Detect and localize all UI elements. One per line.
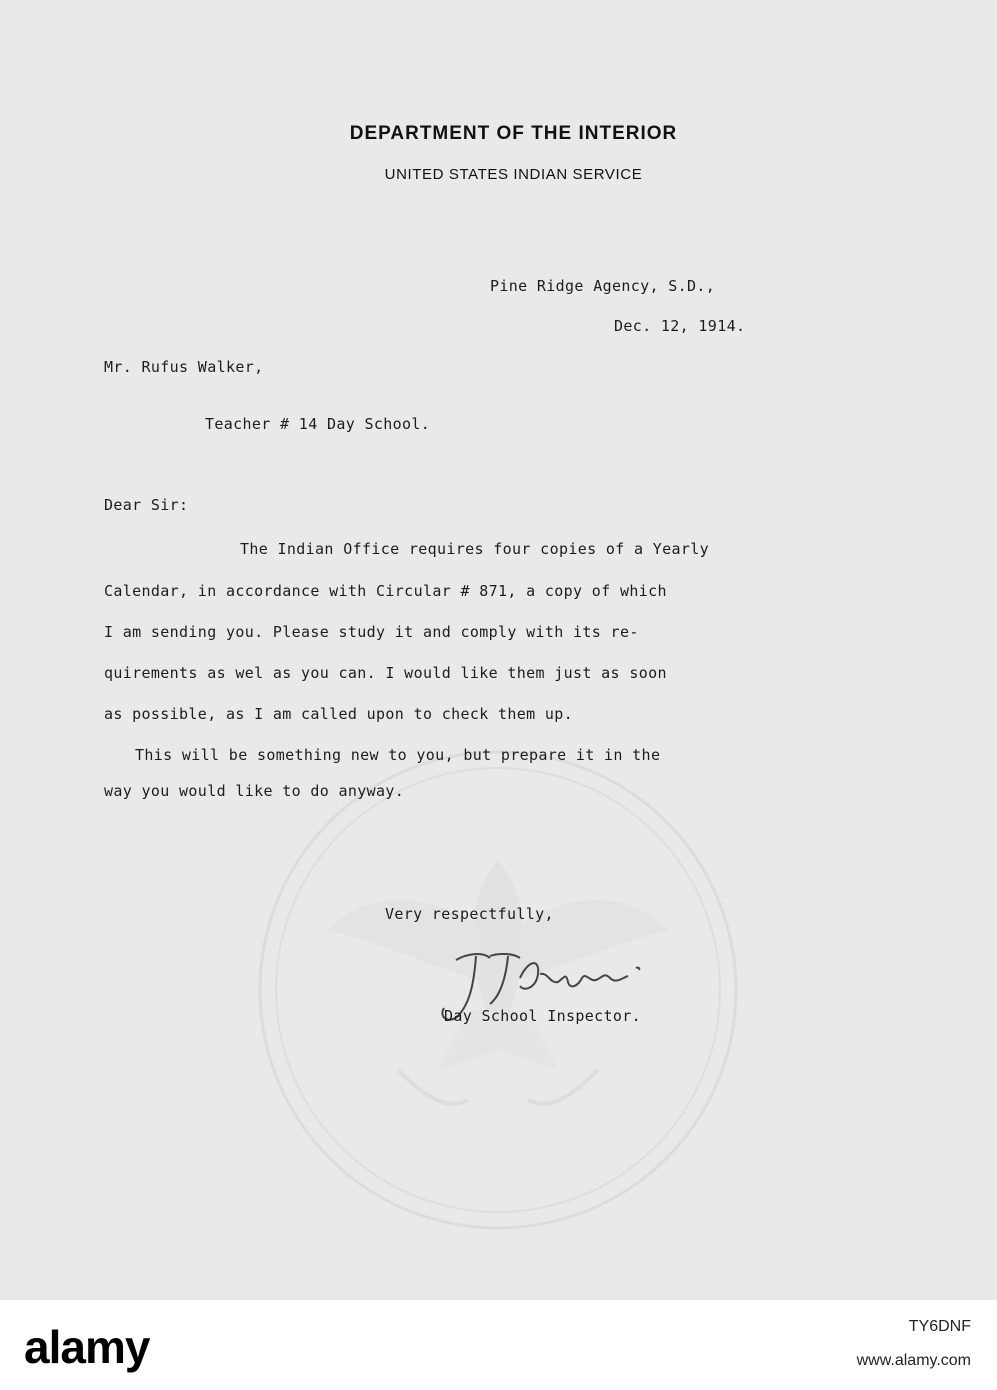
body-line: This will be something new to you, but prepare it in the — [135, 746, 661, 764]
site-url: www.alamy.com — [856, 1352, 971, 1369]
salutation: Dear Sir: — [104, 496, 189, 514]
letterhead-department: DEPARTMENT OF THE INTERIOR — [349, 123, 678, 144]
body-line: The Indian Office requires four copies of a Yearly — [240, 540, 710, 558]
letter-place: Pine Ridge Agency, S.D., — [490, 277, 716, 295]
body-line: Calendar, in accordance with Circular # 871, a copy of which — [104, 582, 667, 600]
stock-footer — [0, 1300, 997, 1390]
letterhead-service: UNITED STATES INDIAN SERVICE — [384, 166, 643, 183]
recipient-name: Mr. Rufus Walker, — [104, 358, 264, 376]
body-line: way you would like to do anyway. — [104, 782, 405, 800]
recipient-title: Teacher # 14 Day School. — [205, 415, 431, 433]
letter-date: Dec. 12, 1914. — [614, 317, 746, 335]
closing: Very respectfully, — [385, 905, 554, 923]
body-line: I am sending you. Please study it and comply with its re- — [104, 623, 639, 641]
image-id: TY6DNF — [908, 1318, 971, 1335]
alamy-logo: alamy — [24, 1321, 150, 1373]
body-line: as possible, as I am called upon to check them up. — [104, 705, 574, 723]
body-line: quirements as wel as you can. I would like them just as soon — [104, 664, 667, 682]
signer-title: Day School Inspector. — [444, 1007, 641, 1025]
